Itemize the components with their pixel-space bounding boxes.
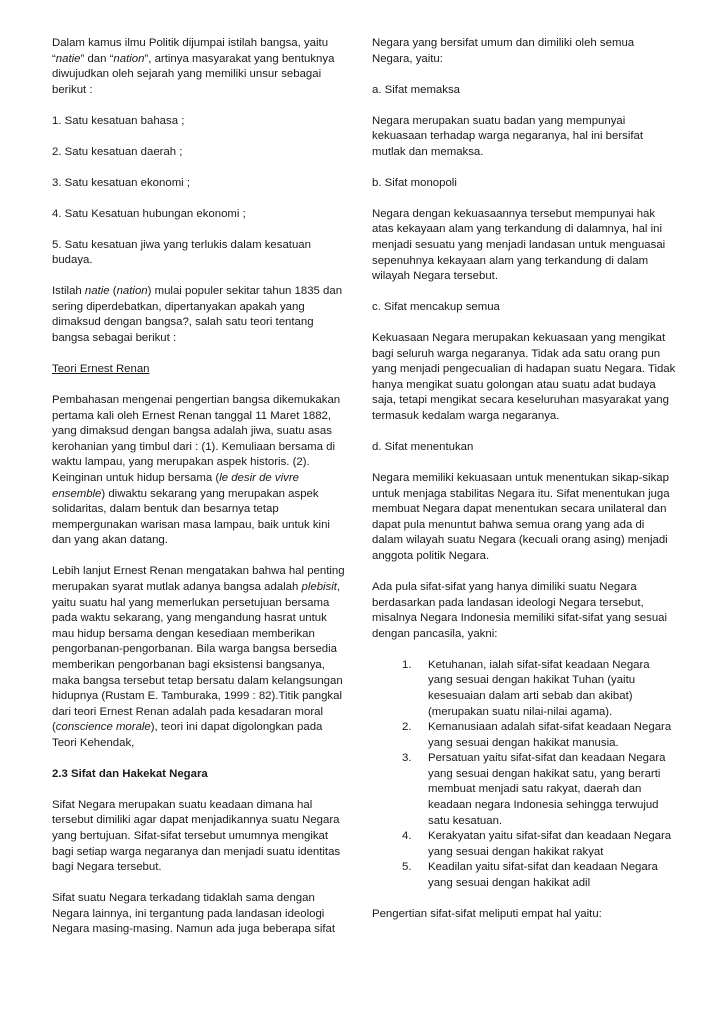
unsur-item-2: 2. Satu kesatuan daerah ;: [52, 145, 183, 158]
list-item-text: Kemanusiaan adalah sifat-sifat keadaan Negara yang sesuai dengan hakikat manusia.: [428, 721, 672, 749]
list-item-text: Ketuhanan, ialah sifat-sifat keadaan Negara yang sesuai dengan hakikat Tuhan (yaitu kesesuaian dalam arti sebab dan akibat)(merupakan suatu nilai-nilai agama).: [428, 658, 650, 718]
teori-title: Teori Ernest Renan: [52, 363, 150, 376]
list-item: [402, 751, 677, 829]
lebih-lanjut-paragraph: [52, 564, 348, 751]
text-run: Lebih lanjut Ernest Renan mengatakan bahwa hal penting merupakan syarat mutlak adanya bangsa adalah: [52, 565, 345, 593]
text-run: ) mulai populer sekitar tahun 1835 dan sering diperdebatkan, dipertanyakan apakah yang dimaksud dengan bangsa?, salah satu teori tentang bangsa sebagai berikut :: [52, 285, 343, 345]
unsur-item-4: 4. Satu Kesatuan hubungan ekonomi ;: [52, 207, 246, 220]
sifat-c-title: c. Sifat mencakup semua: [372, 301, 500, 314]
unsur-item-5: 5. Satu kesatuan jiwa yang terlukis dalam kesatuan budaya.: [52, 238, 311, 267]
section-heading: 2.3 Sifat dan Hakekat Negara: [52, 767, 208, 780]
text-run: ), teori ini dapat digolongkan pada Teori Kehendak,: [52, 721, 323, 749]
text-run: , yaitu suatu hal yang memerlukan persetujuan bersama pada waktu sekarang, yang mengandung hasrat untuk mau hidup bersama dengan kesediaan memberikan pengorbanan-pengorbanan. Bila warga bangsa bersedia memberikan pengorbanan bagi eksistensi bangsanya, maka bangsa tersebut tetap bersatu dalam kelangsungan hidupnya (Rustam E. Tamburaka, 1999 : 82).Titik pangkal dari teori Ernest Renan adalah pada kesadaran moral (: [52, 580, 343, 734]
list-item-text: Persatuan yaitu sifat-sifat dan keadaan Negara yang sesuai dengan hakikat satu, yang berarti membuat menjadi satu rakyat, daerah dan keadaan negara Indonesia sehingga terwujud satu kesatuan.: [428, 752, 666, 827]
list-item-number: 1.: [402, 658, 412, 671]
italic-term: plebisit: [301, 580, 337, 593]
unsur-item-1: 1. Satu kesatuan bahasa ;: [52, 114, 185, 127]
list-item-text: Keadilan yaitu sifat-sifat dan keadaan Negara yang sesuai dengan hakikat adil: [428, 861, 658, 890]
italic-term: le desir de vivre ensemble: [52, 472, 299, 500]
right-column: [372, 36, 677, 938]
sifat-a-body: Negara merupakan suatu badan yang mempunyai kekuasaan terhadap warga negaranya, hal ini bersifat mutlak dan memaksa.: [372, 114, 644, 158]
sifat-d-body: Negara memiliki kekuasaan untuk menentukan sikap-sikap untuk menjaga stabilitas Negara itu. Sifat menentukan juga membuat Negara dapat menentukan secara unilateral dan dapat pula menuntut bahwa semua orang yang ada di dalam wilayah suatu Negara (kecuali orang asing) menjadi anggota politik Negara.: [372, 472, 670, 562]
text-run: Dalam kamus ilmu Politik dijumpai istilah bangsa, yaitu “: [52, 37, 329, 65]
pancasila-list: [372, 658, 677, 892]
list-item-number: 5.: [402, 861, 412, 874]
istilah-paragraph: [52, 284, 348, 346]
text-run: Pembahasan mengenai pengertian bangsa dikemukakan pertama kali oleh Ernest Renan tanggal 11 Maret 1882, yang dimaksud dengan bangsa adalah jiwa, suatu asas kerohanian yang timbul dari : (1). Kemuliaan bersama di waktu lampau, yang merupakan aspek historis. (2). Keinginan untuk hidup bersama (: [52, 394, 341, 484]
list-item-number: 4.: [402, 830, 412, 843]
pembahasan-paragraph: [52, 393, 348, 549]
left-column: [52, 36, 348, 953]
list-item-text: Kerakyatan yaitu sifat-sifat dan keadaan Negara yang sesuai dengan hakikat rakyat: [428, 830, 672, 858]
list-item: [402, 860, 677, 891]
umum-paragraph: Negara yang bersifat umum dan dimiliki oleh semua Negara, yaitu:: [372, 37, 635, 65]
italic-term: conscience morale: [55, 721, 151, 734]
sifat-d-title: d. Sifat menentukan: [372, 441, 474, 454]
list-item-number: 3.: [402, 752, 412, 765]
list-item: [402, 658, 677, 720]
text-run: ”, artinya masyarakat yang bentuknya diwujudkan oleh sejarah yang memiliki unsur sebagai berikut :: [52, 52, 335, 96]
italic-term: natie: [84, 285, 110, 298]
intro-paragraph: [52, 36, 348, 98]
text-run: Istilah: [52, 285, 85, 298]
text-run: ” dan “: [80, 52, 114, 65]
text-run: (: [109, 285, 117, 298]
sifat-negara-paragraph: Sifat Negara merupakan suatu keadaan dimana hal tersebut dimiliki agar dapat menjadikannya suatu Negara yang bertujuan. Sifat-sifat tersebut umumnya mengikat bagi setiap warga negaranya dan menjadi suatu identitas bagi Negara tersebut.: [52, 798, 341, 874]
list-item-number: 2.: [402, 721, 412, 734]
sifat-a-title: a. Sifat memaksa: [372, 83, 460, 96]
italic-term: nation: [116, 285, 148, 298]
text-run: ) diwaktu sekarang yang merupakan aspek solidaritas, dalam bentuk dan besarnya tetap mempergunakan warisan masa lampau, baik untuk kini dan yang akan datang.: [52, 487, 330, 547]
sifat-b-body: Negara dengan kekuasaannya tersebut mempunyai hak atas kekayaan alam yang terkandung di dalamnya, hal ini menjadi sesuatu yang menjadi landasan untuk menguasai sepenuhnya kekayaan alam yang terkandung di dalam wilayah Negara tersebut.: [372, 207, 666, 283]
italic-term: nation: [113, 52, 145, 65]
pengertian-paragraph: Pengertian sifat-sifat meliputi empat hal yaitu:: [372, 907, 602, 920]
italic-term: natie: [55, 52, 81, 65]
list-item: [402, 720, 677, 751]
pancasila-intro: Ada pula sifat-sifat yang hanya dimiliki suatu Negara berdasarkan pada landasan ideologi Negara tersebut, misalnya Negara Indonesia memiliki sifat-sifat yang sesuai dengan pancasila, yakni:: [372, 580, 668, 640]
list-item: [402, 829, 677, 860]
sifat-c-body: Kekuasaan Negara merupakan kekuasaan yang mengikat bagi seluruh warga negaranya. Tidak ada satu orang pun yang menjadi pengecualian di hadapan suatu Negara. Tidak hanya mengikat suatu golongan atau suatu adat budaya saja, tetapi mengikat secara keseluruhan masyarakat yang termasuk kedalam warga negaranya.: [372, 332, 676, 423]
sifat-b-title: b. Sifat monopoli: [372, 176, 457, 189]
unsur-item-3: 3. Satu kesatuan ekonomi ;: [52, 176, 191, 189]
sifat-terkadang-paragraph: Sifat suatu Negara terkadang tidaklah sama dengan Negara lainnya, ini tergantung pada landasan ideologi Negara masing-masing. Namun ada juga beberapa sifat: [52, 892, 336, 936]
